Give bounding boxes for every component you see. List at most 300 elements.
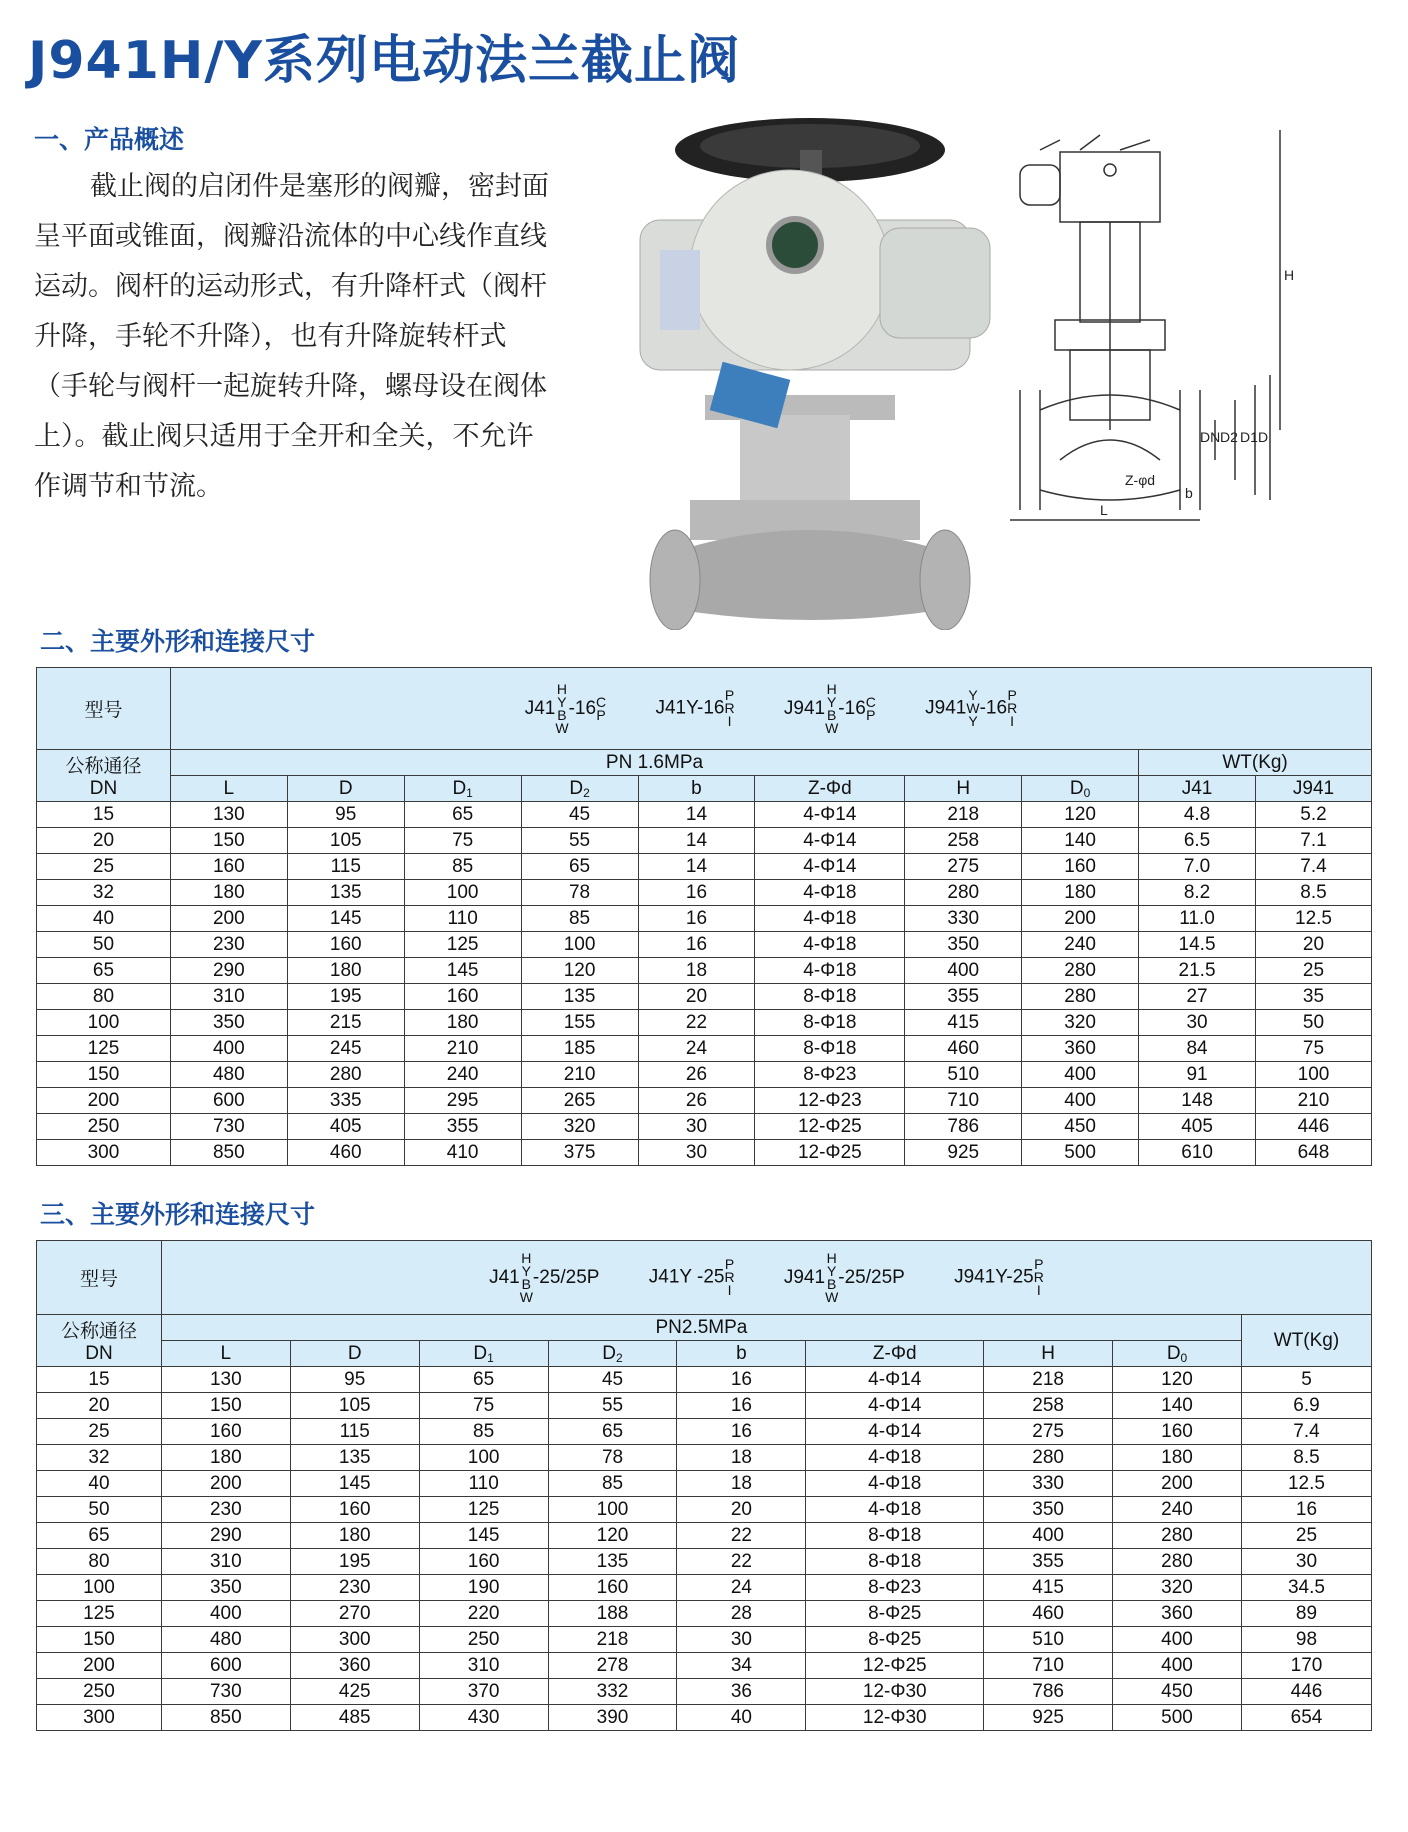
column-header: Z-Φd [806,1341,984,1367]
table-cell: 120 [1113,1367,1242,1393]
table-cell: 55 [548,1393,677,1419]
table-cell: 185 [521,1036,638,1062]
table-cell: 91 [1139,1062,1256,1088]
intro-line: （手轮与阀杆一起旋转升降，螺母设在阀体 [34,371,547,402]
table-cell: 120 [548,1523,677,1549]
table-cell: 310 [419,1653,548,1679]
table-cell: 500 [1113,1705,1242,1731]
table-cell: 188 [548,1601,677,1627]
table-cell: 355 [905,984,1022,1010]
table-cell: 400 [1022,1088,1139,1114]
table-cell: 230 [161,1497,290,1523]
table-cell: 240 [404,1062,521,1088]
table-cell: 89 [1241,1601,1371,1627]
table-row [37,854,1372,880]
table-row [37,1627,1372,1653]
table-cell: 350 [170,1010,287,1036]
column-header: D [287,776,404,802]
pressure-label: PN 1.6MPa [170,750,1138,776]
table-cell: 120 [1022,802,1139,828]
model-j941 [783,680,876,736]
model-label: 型号 [37,668,171,750]
table-cell: 135 [287,880,404,906]
table-cell: 12-Φ30 [806,1679,984,1705]
table-row [37,1010,1372,1036]
table-cell: 925 [905,1140,1022,1166]
table-cell: 4-Φ14 [806,1419,984,1445]
column-header: L [170,776,287,802]
table-cell: 12.5 [1241,1471,1371,1497]
table-cell: 22 [677,1523,806,1549]
table-cell: 30 [677,1627,806,1653]
table-cell: 150 [37,1062,171,1088]
table-cell: 16 [677,1367,806,1393]
page-title: J941H/Y系列电动法兰截止阀 [28,31,741,91]
table-cell: 710 [905,1088,1022,1114]
table-cell: 290 [161,1523,290,1549]
table-cell: 18 [677,1445,806,1471]
intro-line: 上）。截止阀只适用于全开和全关，不允许 [34,421,534,452]
table-cell: 28 [677,1601,806,1627]
table-cell: 140 [1113,1393,1242,1419]
table-row [37,932,1372,958]
table-cell: 410 [404,1140,521,1166]
table-cell: 20 [37,1393,162,1419]
table-cell: 145 [290,1471,419,1497]
section1-heading: 一、产品概述 [34,125,185,154]
model-j941y [925,689,1017,728]
table-cell: 98 [1241,1627,1371,1653]
table-cell: 16 [638,906,755,932]
table-cell: 160 [287,932,404,958]
model-stack: P R I [724,687,735,729]
table-cell: 350 [984,1497,1113,1523]
table-cell: 450 [1022,1114,1139,1140]
table-row [37,1523,1372,1549]
model-stack: C P [596,693,607,723]
table-cell: 100 [521,932,638,958]
table-cell: 330 [905,906,1022,932]
table-cell: 7.1 [1256,828,1372,854]
table-cell: 275 [984,1419,1113,1445]
table-cell: 40 [37,906,171,932]
table-cell: 415 [905,1010,1022,1036]
model-text: J941 [783,1266,826,1288]
table-cell: 145 [287,906,404,932]
table-cell: 648 [1256,1140,1372,1166]
table-cell: 280 [1022,958,1139,984]
table-cell: 400 [1113,1653,1242,1679]
table-cell: 30 [1241,1549,1371,1575]
table-cell: 710 [984,1653,1113,1679]
column-header: H [984,1341,1113,1367]
table-cell: 8-Φ25 [806,1601,984,1627]
table-cell: 100 [404,880,521,906]
table-cell: 24 [638,1036,755,1062]
table-cell: 78 [521,880,638,906]
table-cell: 26 [638,1062,755,1088]
model-text: J41Y-16 [655,697,725,719]
valve-photo [620,110,1000,630]
table-cell: 7.4 [1256,854,1372,880]
table-cell: 300 [37,1140,171,1166]
table-cell: 130 [161,1367,290,1393]
table-cell: 22 [677,1549,806,1575]
table-cell: 16 [638,932,755,958]
table-cell: 65 [37,1523,162,1549]
table-cell: 250 [37,1114,171,1140]
model-stack: P R I [724,1256,735,1298]
table-cell: 85 [548,1471,677,1497]
table-cell: 446 [1256,1114,1372,1140]
table-cell: 30 [638,1140,755,1166]
table-row [37,958,1372,984]
table-cell: 180 [170,880,287,906]
table-cell: 125 [37,1601,162,1627]
table-cell: 258 [984,1393,1113,1419]
table-cell: 310 [161,1549,290,1575]
table-cell: 65 [37,958,171,984]
table-row [37,1036,1372,1062]
table-cell: 786 [905,1114,1022,1140]
table-cell: 14.5 [1139,932,1256,958]
table-cell: 135 [521,984,638,1010]
table-cell: 240 [1113,1497,1242,1523]
model-j41y [655,689,734,728]
drawing-label-D2: D2 [1220,429,1238,445]
table-cell: 12.5 [1256,906,1372,932]
table-cell: 360 [1022,1036,1139,1062]
table-cell: 36 [677,1679,806,1705]
table-cell: 45 [521,802,638,828]
table-cell: 355 [984,1549,1113,1575]
table-cell: 16 [1241,1497,1371,1523]
model-stack: Y W Y [966,687,980,729]
column-header: Z-Φd [755,776,905,802]
table-cell: 12-Φ25 [755,1140,905,1166]
table-cell: 190 [419,1575,548,1601]
table-cell: 200 [1022,906,1139,932]
table-cell: 280 [984,1445,1113,1471]
table-cell: 16 [677,1419,806,1445]
table-cell: 21.5 [1139,958,1256,984]
table-cell: 195 [290,1549,419,1575]
drawing-label-b: b [1185,485,1193,501]
table-cell: 8.2 [1139,880,1256,906]
table-cell: 145 [419,1523,548,1549]
table-cell: 34.5 [1241,1575,1371,1601]
table-cell: 320 [1113,1575,1242,1601]
table-cell: 220 [419,1601,548,1627]
table-cell: 280 [1113,1523,1242,1549]
table-cell: 360 [290,1653,419,1679]
table-cell: 22 [638,1010,755,1036]
table-cell: 160 [404,984,521,1010]
model-text: J41Y -25 [648,1266,725,1288]
model-stack: C P [865,693,876,723]
table-cell: 460 [905,1036,1022,1062]
table-cell: 45 [548,1367,677,1393]
table-cell: 500 [1022,1140,1139,1166]
table-cell: 105 [287,828,404,854]
table-cell: 170 [1241,1653,1371,1679]
table-cell: 240 [1022,932,1139,958]
table-cell: 20 [677,1497,806,1523]
table-cell: 100 [37,1575,162,1601]
model-stack: P R I [1007,687,1018,729]
drawing-label-L: L [1100,502,1108,518]
table-cell: 258 [905,828,1022,854]
table-cell: 300 [290,1627,419,1653]
table-row [37,1419,1372,1445]
table-cell: 24 [677,1575,806,1601]
table-cell: 27 [1139,984,1256,1010]
table-cell: 210 [521,1062,638,1088]
table-cell: 65 [548,1419,677,1445]
table-cell: 218 [548,1627,677,1653]
table-cell: 4-Φ18 [755,880,905,906]
table-cell: 290 [170,958,287,984]
table-row [37,1653,1372,1679]
table-cell: 160 [161,1419,290,1445]
table-cell: 14 [638,828,755,854]
table-cell: 135 [548,1549,677,1575]
table-row [37,1140,1372,1166]
table-row [37,1367,1372,1393]
table-cell: 180 [161,1445,290,1471]
model-text: J941 [783,697,826,719]
table-cell: 450 [1113,1679,1242,1705]
table-cell: 200 [170,906,287,932]
table-cell: 160 [1022,854,1139,880]
table-cell: 115 [290,1419,419,1445]
table-cell: 4-Φ14 [806,1367,984,1393]
column-header: D0 [1022,776,1139,802]
table-cell: 400 [1022,1062,1139,1088]
table-cell: 200 [161,1471,290,1497]
wt-label: WT(Kg) [1139,750,1372,776]
table-cell: 20 [37,828,171,854]
table-cell: 4-Φ14 [755,802,905,828]
table-cell: 130 [170,802,287,828]
table-cell: 8-Φ18 [755,1036,905,1062]
table-cell: 250 [37,1679,162,1705]
section3-heading: 三、主要外形和连接尺寸 [40,1200,316,1229]
table-cell: 485 [290,1705,419,1731]
table-cell: 14 [638,854,755,880]
table-cell: 32 [37,880,171,906]
drawing-label-D1: D1 [1240,429,1258,445]
intro-line: 截止阀的启闭件是塞形的阀瓣，密封面 [90,171,549,202]
drawing-label-zd: Z-φd [1125,472,1156,488]
table-cell: 446 [1241,1679,1371,1705]
table-cell: 250 [419,1627,548,1653]
table-row [37,984,1372,1010]
table-cell: 18 [677,1471,806,1497]
table-cell: 40 [37,1471,162,1497]
column-header: J41 [1139,776,1256,802]
table-row [37,1549,1372,1575]
table-cell: 390 [548,1705,677,1731]
table-cell: 75 [1256,1036,1372,1062]
table-cell: 7.4 [1241,1419,1371,1445]
table-cell: 135 [290,1445,419,1471]
table-cell: 4-Φ18 [755,958,905,984]
table-cell: 125 [37,1036,171,1062]
table-cell: 75 [404,828,521,854]
table-cell: 100 [1256,1062,1372,1088]
table-cell: 850 [170,1140,287,1166]
table-cell: 600 [161,1653,290,1679]
column-header: D2 [548,1341,677,1367]
dimension-table-pn16 [36,667,1372,1166]
column-header: J941 [1256,776,1372,802]
table-cell: 4-Φ18 [806,1445,984,1471]
table-cell: 270 [290,1601,419,1627]
table-cell: 50 [37,932,171,958]
table-cell: 300 [37,1705,162,1731]
table-cell: 280 [905,880,1022,906]
table-cell: 145 [404,958,521,984]
table-cell: 30 [638,1114,755,1140]
column-header: L [161,1341,290,1367]
table-cell: 400 [984,1523,1113,1549]
table-cell: 4-Φ14 [755,828,905,854]
table-cell: 65 [404,802,521,828]
table-cell: 105 [290,1393,419,1419]
table-cell: 32 [37,1445,162,1471]
table-cell: 275 [905,854,1022,880]
table-cell: 370 [419,1679,548,1705]
table-cell: 415 [984,1575,1113,1601]
model-j41 [524,680,607,736]
table-row [37,1705,1372,1731]
table-cell: 20 [638,984,755,1010]
table-cell: 16 [638,880,755,906]
model-stack: H Y B W [555,680,569,736]
table-row [37,1471,1372,1497]
table-cell: 85 [419,1419,548,1445]
table-cell: 125 [404,932,521,958]
table-cell: 230 [290,1575,419,1601]
intro-line: 升降，手轮不升降），也有升降旋转杆式 [34,321,507,352]
table-cell: 12-Φ25 [755,1114,905,1140]
table-cell: 4-Φ18 [755,906,905,932]
table-cell: 5.2 [1256,802,1372,828]
table-cell: 34 [677,1653,806,1679]
table-cell: 5 [1241,1367,1371,1393]
table-cell: 4-Φ14 [806,1393,984,1419]
column-header: D1 [419,1341,548,1367]
table-cell: 8-Φ23 [806,1575,984,1601]
table-cell: 210 [1256,1088,1372,1114]
table-cell: 14 [638,802,755,828]
table-cell: 26 [638,1088,755,1114]
table-row [37,1393,1372,1419]
model-text: -25/25P [532,1266,600,1288]
table-cell: 600 [170,1088,287,1114]
table-cell: 150 [37,1627,162,1653]
table-cell: 400 [161,1601,290,1627]
model-j941y [954,1258,1044,1297]
table-cell: 160 [1113,1419,1242,1445]
table-cell: 6.5 [1139,828,1256,854]
table-cell: 210 [404,1036,521,1062]
table-cell: 200 [1113,1471,1242,1497]
table-cell: 155 [521,1010,638,1036]
table-cell: 85 [521,906,638,932]
table-cell: 40 [677,1705,806,1731]
model-stack: H Y B W [825,680,839,736]
table-cell: 30 [1139,1010,1256,1036]
table-cell: 332 [548,1679,677,1705]
table-cell: 375 [521,1140,638,1166]
table-cell: 265 [521,1088,638,1114]
column-header: D0 [1113,1341,1242,1367]
table-row [37,802,1372,828]
table-row [37,1679,1372,1705]
table-cell: 35 [1256,984,1372,1010]
table-cell: 25 [1241,1523,1371,1549]
table-cell: 50 [37,1497,162,1523]
table-cell: 786 [984,1679,1113,1705]
table-cell: 160 [290,1497,419,1523]
table-cell: 320 [1022,1010,1139,1036]
table-cell: 4-Φ18 [755,932,905,958]
table-cell: 160 [548,1575,677,1601]
table-cell: 730 [170,1114,287,1140]
table-cell: 335 [287,1088,404,1114]
table-cell: 84 [1139,1036,1256,1062]
drawing-label-D: D [1258,429,1269,445]
table-cell: 8-Φ18 [755,1010,905,1036]
table-cell: 405 [287,1114,404,1140]
table-cell: 95 [287,802,404,828]
model-list [170,668,1371,750]
table-row [37,1575,1372,1601]
table-cell: 218 [905,802,1022,828]
table-row [37,1497,1372,1523]
table-cell: 425 [290,1679,419,1705]
column-header: b [677,1341,806,1367]
table-cell: 6.9 [1241,1393,1371,1419]
table-cell: 400 [905,958,1022,984]
table-cell: 8-Φ18 [755,984,905,1010]
model-j41y [649,1258,735,1297]
section2-heading: 二、主要外形和连接尺寸 [40,627,316,656]
table-cell: 180 [290,1523,419,1549]
table-cell: 8-Φ25 [806,1627,984,1653]
table-row [37,1114,1372,1140]
table-cell: 110 [419,1471,548,1497]
table-cell: 200 [37,1653,162,1679]
table-cell: 25 [37,854,171,880]
table-cell: 125 [419,1497,548,1523]
table-cell: 65 [521,854,638,880]
table-cell: 330 [984,1471,1113,1497]
dn-label: 公称通径 DN [37,1315,162,1367]
table-cell: 610 [1139,1140,1256,1166]
drawing-label-H: H [1284,267,1295,283]
table-cell: 4-Φ14 [755,854,905,880]
model-text: -16 [838,697,866,719]
table-cell: 430 [419,1705,548,1731]
table-cell: 180 [1022,880,1139,906]
table-cell: 355 [404,1114,521,1140]
table-cell: 200 [37,1088,171,1114]
table-cell: 11.0 [1139,906,1256,932]
table-cell: 15 [37,1367,162,1393]
